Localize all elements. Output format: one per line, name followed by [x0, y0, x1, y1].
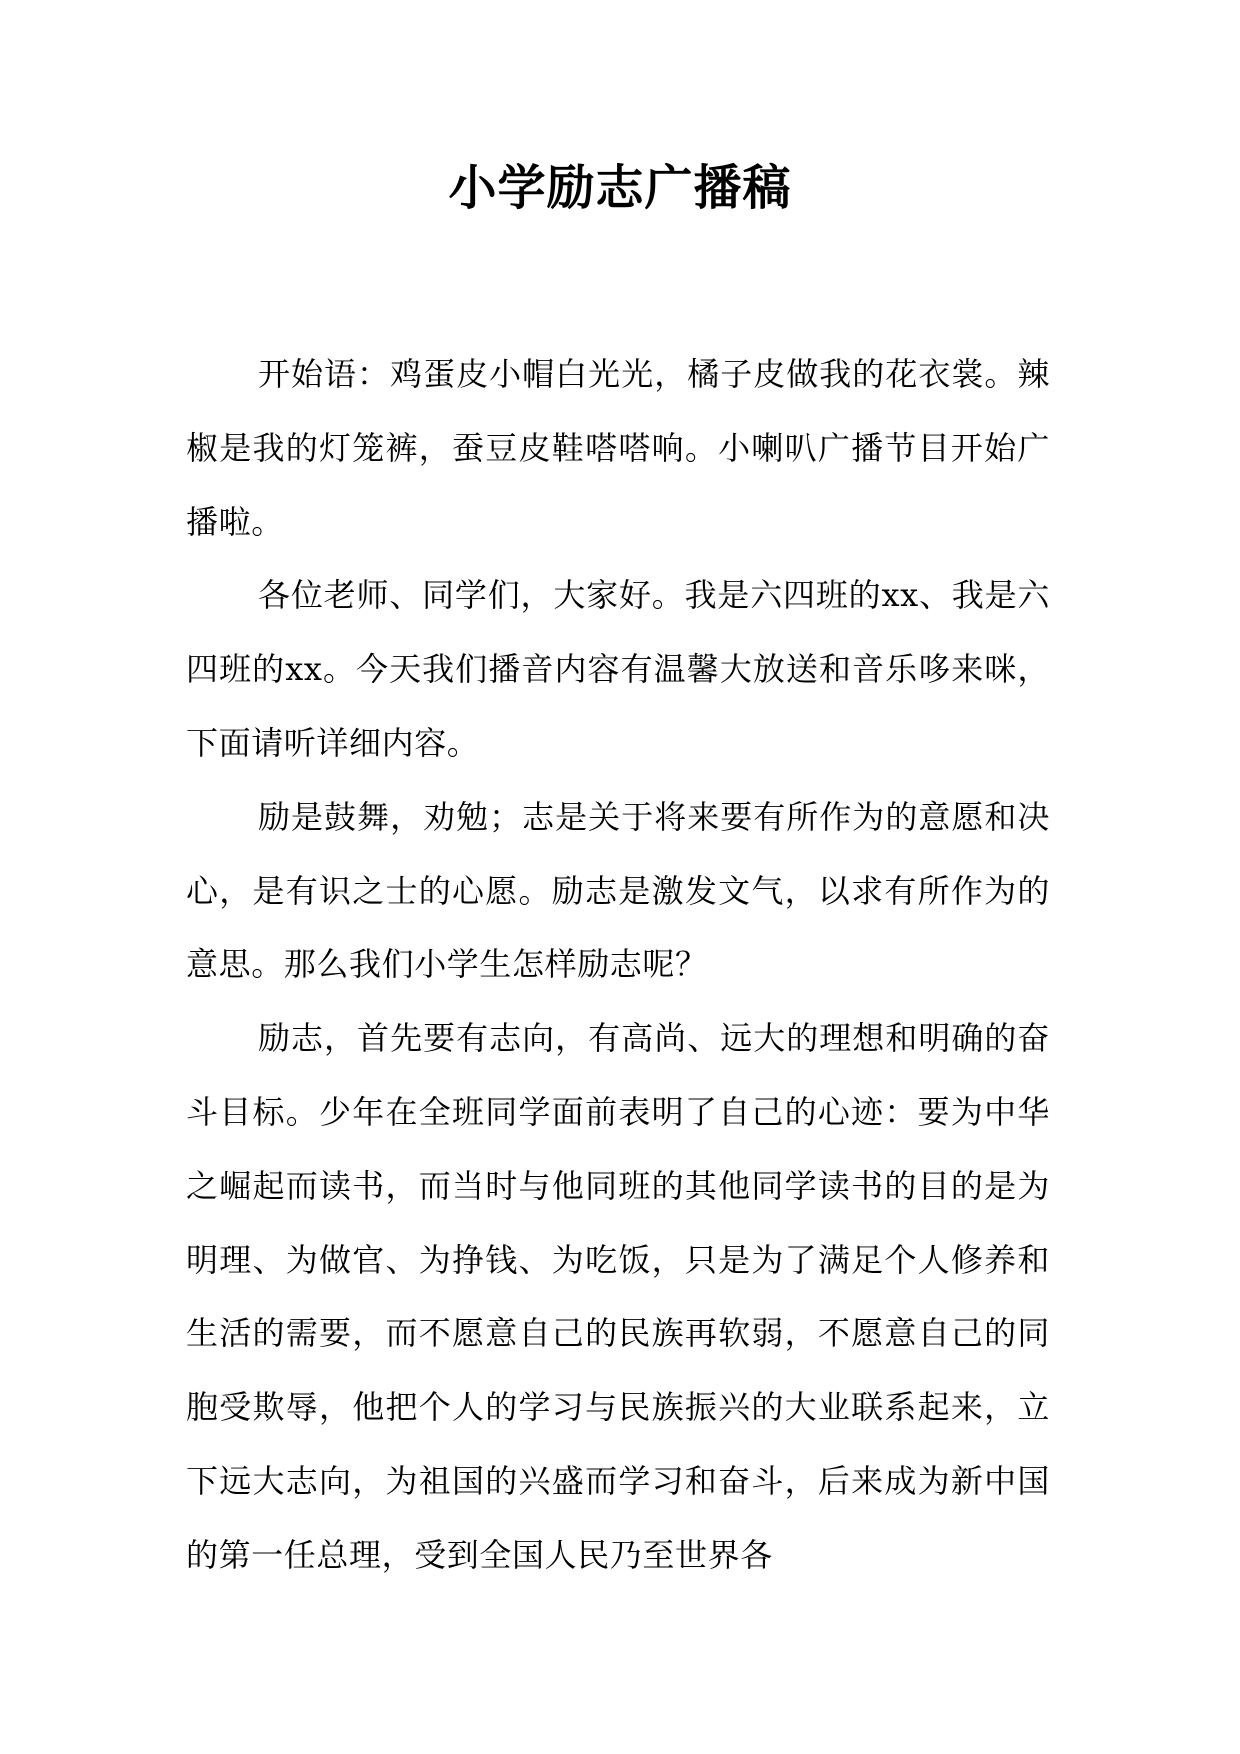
document-body — [186, 338, 1050, 1593]
paragraph-definition: 励是鼓舞，劝勉；志是关于将来要有所作为的意愿和决心，是有识之士的心愿。励志是激发文气，以求有所作为的意思。那么我们小学生怎样励志呢？ — [186, 797, 1050, 984]
paragraph-greeting: 各位老师、同学们，大家好。我是六四班的xx、我是六四班的xx。今天我们播音内容有温馨大放送和音乐哆来咪，下面请听详细内容。 — [186, 576, 1050, 762]
document-title: 小学励志广播稿 — [448, 160, 792, 216]
paragraph-ambition: 励志，首先要有志向，有高尚、远大的理想和明确的奋斗目标。少年在全班同学面前表明了自己的心迹：要为中华之崛起而读书，而当时与他同班的其他同学读书的目的是为明理、为做官、为挣钱、为吃饭，只是为了满足个人修养和生活的需要，而不愿意自己的民族再软弱，不愿意自己的同胞受欺辱，他把个人的学习与民族振兴的大业联系起来，立下远大志向，为祖国的兴盛而学习和奋斗，后来成为新中国的第一任总理，受到全国人民乃至世界各 — [186, 1019, 1050, 1574]
paragraph-opening: 开始语：鸡蛋皮小帽白光光，橘子皮做我的花衣裳。辣椒是我的灯笼裤，蚕豆皮鞋嗒嗒响。小喇叭广播节目开始广播啦。 — [186, 355, 1050, 541]
